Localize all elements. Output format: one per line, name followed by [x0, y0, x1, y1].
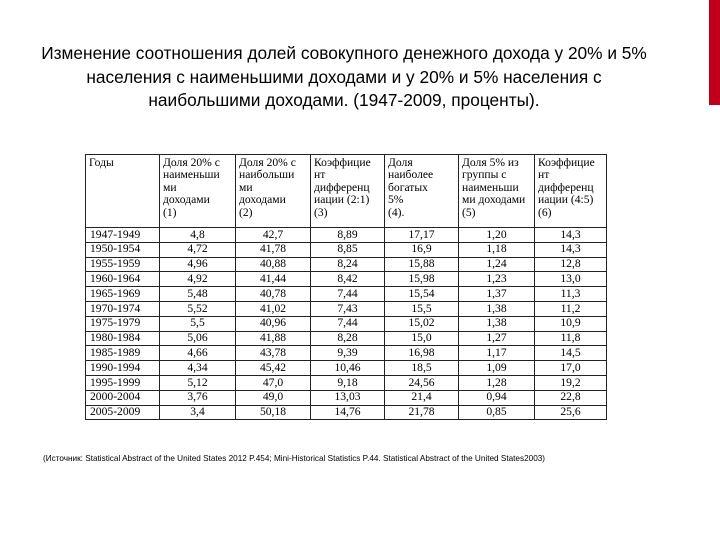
- value-cell: 50,18: [236, 405, 311, 420]
- value-cell: 8,24: [311, 257, 385, 272]
- value-cell: 15,98: [385, 272, 459, 287]
- value-cell: 7,43: [311, 301, 385, 316]
- value-cell: 8,42: [311, 272, 385, 287]
- value-cell: 41,78: [236, 242, 311, 257]
- value-cell: 8,85: [311, 242, 385, 257]
- value-cell: 17,17: [385, 228, 459, 243]
- value-cell: 11,2: [535, 301, 607, 316]
- slide-title: Изменение соотношения долей совокупного денежного дохода у 20% и 5% населения с наименьшими доходами и у 20% и 5% населения с наибольшими доходами. (1947-2009, проценты).: [41, 43, 647, 110]
- value-cell: 10,46: [311, 361, 385, 376]
- value-cell: 4,92: [160, 272, 236, 287]
- table-row: [86, 272, 607, 287]
- value-cell: 43,78: [236, 346, 311, 361]
- value-cell: 4,96: [160, 257, 236, 272]
- value-cell: 15,54: [385, 287, 459, 302]
- value-cell: 1,28: [459, 375, 535, 390]
- value-cell: 40,78: [236, 287, 311, 302]
- source-note: (Источник: Statistical Abstract of the United States 2012 P.454; Mini-Historical Statistics P.44. Statistical Abstract of the United States2003): [43, 454, 546, 463]
- value-cell: 49,0: [236, 390, 311, 405]
- income-share-table: [85, 154, 607, 420]
- value-cell: 1,38: [459, 316, 535, 331]
- year-cell: 1970-1974: [86, 301, 160, 316]
- value-cell: 4,72: [160, 242, 236, 257]
- value-cell: 16,9: [385, 242, 459, 257]
- year-cell: 1950-1954: [86, 242, 160, 257]
- value-cell: 13,0: [535, 272, 607, 287]
- table-row: [86, 228, 607, 243]
- value-cell: 15,88: [385, 257, 459, 272]
- value-cell: 1,38: [459, 301, 535, 316]
- value-cell: 42,7: [236, 228, 311, 243]
- value-cell: 4,34: [160, 361, 236, 376]
- year-cell: 1985-1989: [86, 346, 160, 361]
- value-cell: 47,0: [236, 375, 311, 390]
- column-header: Доля 20% с наименьши ми доходами (1): [160, 155, 236, 228]
- year-cell: 1995-1999: [86, 375, 160, 390]
- value-cell: 4,8: [160, 228, 236, 243]
- year-cell: 1955-1959: [86, 257, 160, 272]
- table-row: [86, 301, 607, 316]
- value-cell: 15,0: [385, 331, 459, 346]
- value-cell: 1,24: [459, 257, 535, 272]
- year-cell: 1965-1969: [86, 287, 160, 302]
- value-cell: 11,8: [535, 331, 607, 346]
- column-header: Годы: [86, 155, 160, 228]
- year-cell: 2005-2009: [86, 405, 160, 420]
- table-row: [86, 405, 607, 420]
- value-cell: 3,76: [160, 390, 236, 405]
- value-cell: 9,18: [311, 375, 385, 390]
- value-cell: 14,5: [535, 346, 607, 361]
- value-cell: 21,78: [385, 405, 459, 420]
- value-cell: 5,48: [160, 287, 236, 302]
- column-header: Коэффицие нт дифференц иации (4:5) (6): [535, 155, 607, 228]
- value-cell: 40,88: [236, 257, 311, 272]
- year-cell: 1990-1994: [86, 361, 160, 376]
- value-cell: 14,3: [535, 228, 607, 243]
- column-header: Доля 20% с наибольши ми доходами (2): [236, 155, 311, 228]
- year-cell: 2000-2004: [86, 390, 160, 405]
- value-cell: 7,44: [311, 287, 385, 302]
- value-cell: 1,27: [459, 331, 535, 346]
- value-cell: 41,02: [236, 301, 311, 316]
- column-header: Доля наиболее богатых 5% (4).: [385, 155, 459, 228]
- value-cell: 0,85: [459, 405, 535, 420]
- value-cell: 14,76: [311, 405, 385, 420]
- value-cell: 19,2: [535, 375, 607, 390]
- value-cell: 24,56: [385, 375, 459, 390]
- value-cell: 8,89: [311, 228, 385, 243]
- year-cell: 1980-1984: [86, 331, 160, 346]
- year-cell: 1960-1964: [86, 272, 160, 287]
- year-cell: 1947-1949: [86, 228, 160, 243]
- table-row: [86, 316, 607, 331]
- table-header-row: [86, 155, 607, 228]
- value-cell: 14,3: [535, 242, 607, 257]
- value-cell: 5,52: [160, 301, 236, 316]
- value-cell: 12,8: [535, 257, 607, 272]
- value-cell: 15,5: [385, 301, 459, 316]
- value-cell: 1,09: [459, 361, 535, 376]
- value-cell: 5,12: [160, 375, 236, 390]
- value-cell: 1,37: [459, 287, 535, 302]
- value-cell: 16,98: [385, 346, 459, 361]
- table-row: [86, 242, 607, 257]
- value-cell: 3,4: [160, 405, 236, 420]
- table-row: [86, 375, 607, 390]
- value-cell: 15,02: [385, 316, 459, 331]
- value-cell: 45,42: [236, 361, 311, 376]
- value-cell: 25,6: [535, 405, 607, 420]
- value-cell: 1,20: [459, 228, 535, 243]
- table-row: [86, 257, 607, 272]
- value-cell: 1,17: [459, 346, 535, 361]
- value-cell: 40,96: [236, 316, 311, 331]
- value-cell: 18,5: [385, 361, 459, 376]
- value-cell: 13,03: [311, 390, 385, 405]
- column-header: Доля 5% из группы с наименьши ми доходами (5): [459, 155, 535, 228]
- value-cell: 11,3: [535, 287, 607, 302]
- value-cell: 21,4: [385, 390, 459, 405]
- value-cell: 4,66: [160, 346, 236, 361]
- table-row: [86, 331, 607, 346]
- value-cell: 7,44: [311, 316, 385, 331]
- value-cell: 17,0: [535, 361, 607, 376]
- value-cell: 1,18: [459, 242, 535, 257]
- table-row: [86, 361, 607, 376]
- value-cell: 5,06: [160, 331, 236, 346]
- value-cell: 41,88: [236, 331, 311, 346]
- table-body: [86, 228, 607, 420]
- table-row: [86, 346, 607, 361]
- accent-bar: [709, 0, 720, 105]
- value-cell: 8,28: [311, 331, 385, 346]
- table-row: [86, 390, 607, 405]
- table-row: [86, 287, 607, 302]
- value-cell: 10,9: [535, 316, 607, 331]
- column-header: Коэффицие нт дифференц иации (2:1) (3): [311, 155, 385, 228]
- value-cell: 0,94: [459, 390, 535, 405]
- value-cell: 1,23: [459, 272, 535, 287]
- value-cell: 9,39: [311, 346, 385, 361]
- year-cell: 1975-1979: [86, 316, 160, 331]
- value-cell: 5,5: [160, 316, 236, 331]
- value-cell: 41,44: [236, 272, 311, 287]
- value-cell: 22,8: [535, 390, 607, 405]
